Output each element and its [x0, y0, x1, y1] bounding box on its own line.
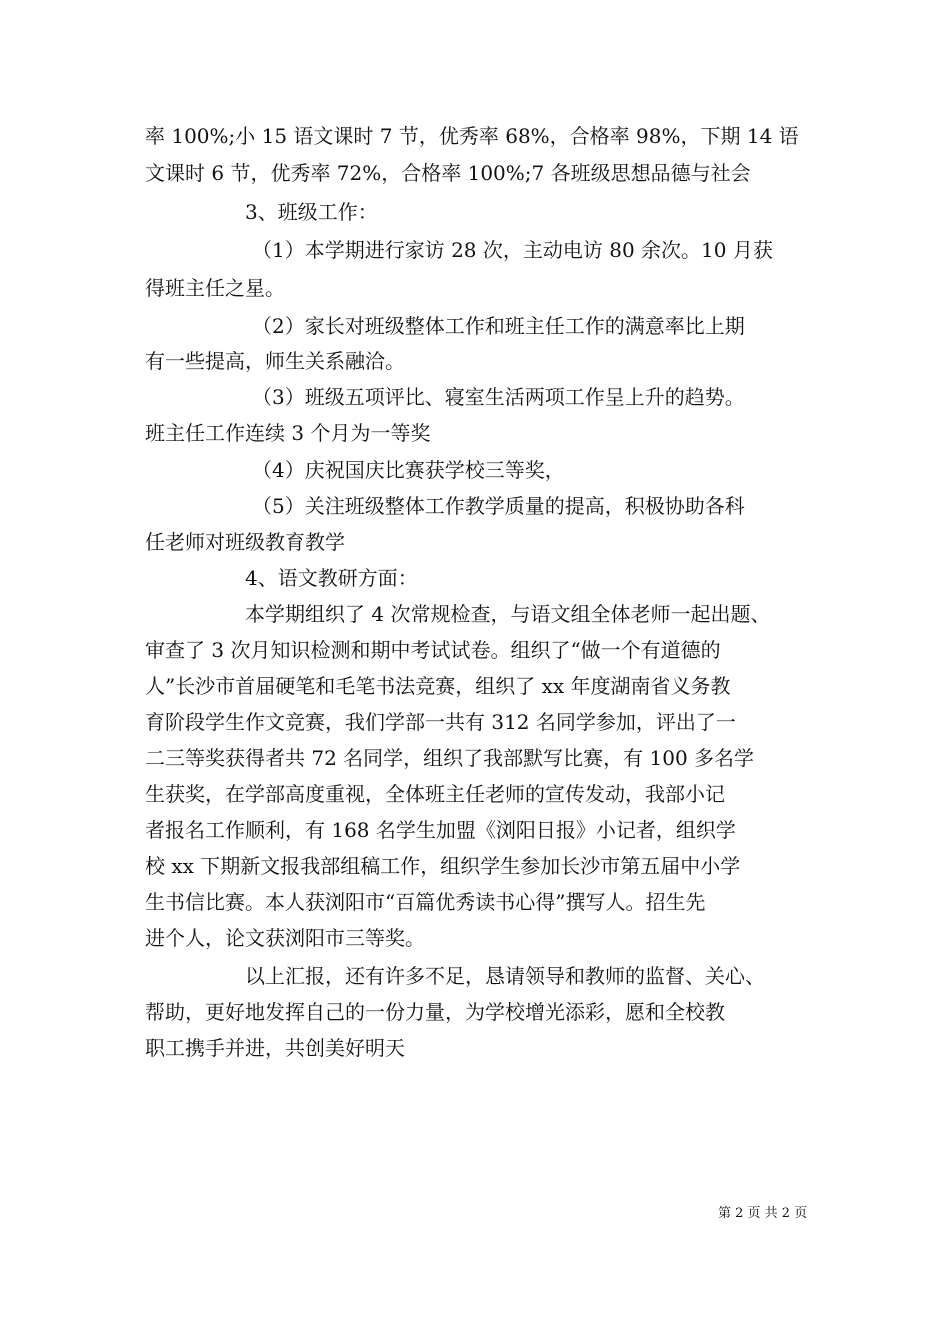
text-line: 班主任工作连续 3 个月为一等奖: [145, 421, 431, 445]
section-heading: 4、语文教研方面：: [245, 566, 418, 590]
page-number-footer: 第 2 页 共 2 页: [718, 1206, 808, 1221]
text-line: 生书信比赛。本人获浏阳市“百篇优秀读书心得”撰写人。招生先: [145, 890, 706, 914]
text-line: 人”长沙市首届硬笔和毛笔书法竞赛，组织了 xx 年度湖南省义务教: [145, 674, 731, 698]
text-line: （4）庆祝国庆比赛获学校三等奖，: [252, 458, 565, 482]
text-line: 率 100%;小 15 语文课时 7 节，优秀率 68%，合格率 98%，下期 14 语: [145, 124, 799, 148]
text-line: 帮助，更好地发挥自己的一份力量，为学校增光添彩，愿和全校教: [145, 1000, 725, 1024]
text-line: 二三等奖获得者共 72 名同学，组织了我部默写比赛，有 100 多名学: [145, 746, 755, 770]
text-line: 得班主任之星。: [145, 276, 285, 300]
text-line: （5）关注班级整体工作教学质量的提高，积极协助各科: [252, 494, 745, 518]
text-line: 者报名工作顺利，有 168 名学生加盟《浏阳日报》小记者，组织学: [145, 818, 736, 842]
text-line: （2）家长对班级整体工作和班主任工作的满意率比上期: [252, 314, 745, 338]
text-line: 有一些提高，师生关系融洽。: [145, 349, 405, 373]
text-line: 育阶段学生作文竞赛，我们学部一共有 312 名同学参加，评出了一: [145, 710, 736, 734]
section-heading: 3、班级工作：: [245, 200, 378, 224]
text-line: （1）本学期进行家访 28 次，主动电访 80 余次。10 月获: [252, 238, 773, 262]
text-line: 以上汇报，还有许多不足，恳请领导和教师的监督、关心、: [245, 964, 765, 988]
text-line: 职工携手并进，共创美好明天: [145, 1036, 405, 1060]
text-line: 进个人，论文获浏阳市三等奖。: [145, 926, 425, 950]
text-line: （3）班级五项评比、寝室生活两项工作呈上升的趋势。: [252, 385, 745, 409]
text-line: 任老师对班级教育教学: [145, 530, 345, 554]
text-line: 文课时 6 节，优秀率 72%，合格率 100%;7 各班级思想品德与社会: [145, 161, 751, 185]
text-line: 校 xx 下期新文报我部组稿工作，组织学生参加长沙市第五届中小学: [145, 854, 741, 878]
text-line: 生获奖，在学部高度重视，全体班主任老师的宣传发动，我部小记: [145, 782, 725, 806]
text-line: 本学期组织了 4 次常规检查，与语文组全体老师一起出题、: [245, 602, 771, 626]
text-line: 审查了 3 次月知识检测和期中考试试卷。组织了“做一个有道德的: [145, 638, 721, 662]
